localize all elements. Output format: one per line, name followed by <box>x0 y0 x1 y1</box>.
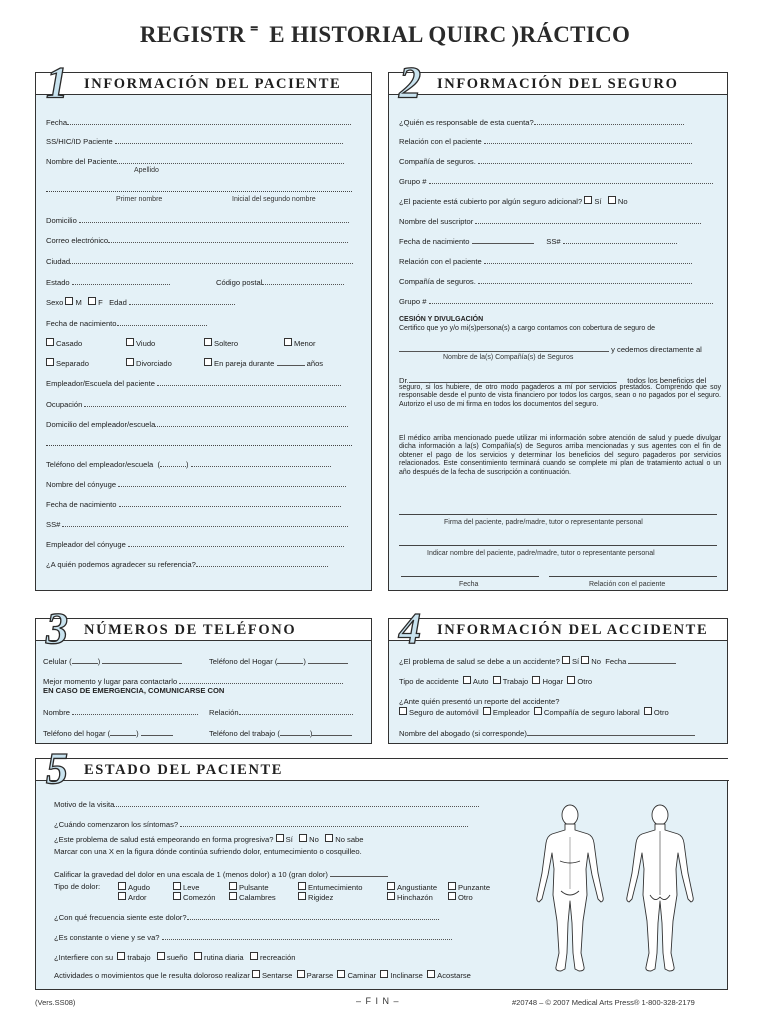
label-compania-2: Compañía de seguros. <box>399 277 476 286</box>
field-ss-conyuge[interactable] <box>62 519 348 527</box>
label-interfiere-recreacion: recreación <box>259 953 296 962</box>
label-frecuencia: ¿Con qué frecuencia siente este dolor? <box>54 913 187 922</box>
body-diagram-back[interactable] <box>620 803 700 979</box>
field-nacimiento-conyuge[interactable] <box>119 499 341 507</box>
label-empeorando: ¿Este problema de salud está empeorando en forma progresiva? <box>54 835 274 844</box>
accident-info-title: INFORMACIÓN DEL ACCIDENTE <box>437 622 709 638</box>
checkbox-sexo-f[interactable] <box>88 297 96 305</box>
label-empeorando-no: No <box>309 835 319 844</box>
field-relacion-emergencia[interactable] <box>239 707 353 715</box>
label-hinchazon: Hinchazón <box>397 893 433 902</box>
sublabel-indicar: Indicar nombre del paciente, padre/madre, tutor o representante personal <box>427 550 655 557</box>
label-no-sabe: No sabe <box>335 835 364 844</box>
label-interfiere-sueno: sueño <box>166 953 188 962</box>
field-tel-hogar[interactable] <box>308 656 348 664</box>
checkbox-pareja[interactable] <box>204 358 212 366</box>
field-pareja-anos[interactable] <box>277 358 305 366</box>
checkbox-interfiere-recreacion[interactable] <box>250 952 258 960</box>
label-abogado: Nombre del abogado (si corresponde) <box>399 729 527 738</box>
checkbox-pulsante[interactable] <box>229 882 237 890</box>
label-conyuge: Nombre del cónyuge <box>46 480 117 489</box>
label-fecha: Fecha <box>46 118 68 127</box>
section-number-5: 5 <box>46 744 68 793</box>
label-punzante: Punzante <box>458 883 491 892</box>
label-otro-tipo: Otro <box>577 677 593 686</box>
label-tel-hogar-emergencia: Teléfono del hogar ( <box>43 729 111 738</box>
field-suscriptor[interactable] <box>475 216 701 224</box>
field-grupo[interactable] <box>429 176 713 184</box>
label-ss-suscriptor: SS# <box>546 237 561 246</box>
label-accidente-si: Sí <box>571 657 580 666</box>
label-cedemos: y cedemos directamente al <box>611 345 702 354</box>
checkbox-no-sabe[interactable] <box>325 834 333 842</box>
paren-close-celular: ) <box>97 657 101 666</box>
label-dr: Dr. <box>399 376 409 385</box>
label-soltero: Soltero <box>214 339 239 348</box>
label-celular: Celular ( <box>43 657 72 666</box>
label-tipo-accidente: Tipo de accidente <box>399 677 459 686</box>
patient-status-title: ESTADO DEL PACIENTE <box>84 762 284 778</box>
checkbox-interfiere-sueno[interactable] <box>157 952 165 960</box>
body-diagram-front[interactable] <box>530 803 610 979</box>
section-number-2: 2 <box>399 58 421 107</box>
label-domicilio: Domicilio <box>46 216 77 225</box>
checkbox-auto[interactable] <box>463 676 471 684</box>
label-viudo: Viudo <box>136 339 156 348</box>
label-nombre-emergencia: Nombre <box>43 708 71 717</box>
checkbox-adicional-no[interactable] <box>608 196 616 204</box>
checkbox-adicional-si[interactable] <box>584 196 592 204</box>
label-fecha-accidente: Fecha <box>605 657 627 666</box>
checkbox-comp-laboral[interactable] <box>534 707 542 715</box>
footer-copyright: #20748 – © 2007 Medical Arts Press® 1-800-328-2179 <box>512 998 695 1007</box>
field-ss-id[interactable] <box>115 136 343 144</box>
label-motivo: Motivo de la visita <box>54 800 115 809</box>
label-interfiere-trabajo: trabajo <box>127 953 151 962</box>
label-suscriptor: Nombre del suscriptor <box>399 217 474 226</box>
label-calificar: Calificar la gravedad del dolor en una escala de 1 (menos dolor) a 10 (gran dolor) <box>54 870 328 879</box>
emergency-heading: EN CASO DE EMERGENCIA, COMUNICARSE CON <box>43 686 225 695</box>
field-tel-trabajo-emergencia[interactable] <box>309 728 352 738</box>
checkbox-rigidez[interactable] <box>298 892 306 900</box>
patient-info-title: INFORMACIÓN DEL PACIENTE <box>84 76 342 92</box>
checkbox-acostarse[interactable] <box>427 970 435 978</box>
label-rigidez: Rigidez <box>308 893 334 902</box>
field-conyuge[interactable] <box>118 479 346 487</box>
checkbox-casado[interactable] <box>46 338 54 346</box>
sublabel-apellido: Apellido <box>134 167 159 174</box>
field-relacion[interactable] <box>484 136 692 144</box>
label-entumecimiento: Entumecimiento <box>308 883 363 892</box>
field-compania-2[interactable] <box>478 276 692 284</box>
phone-numbers-header <box>36 604 371 653</box>
field-responsable[interactable] <box>534 117 684 125</box>
patient-info-header <box>36 58 371 107</box>
label-pareja: En pareja durante <box>214 359 275 368</box>
label-marcar: Marcar con una X en la figura dónde continúa sufriendo dolor, entumecimiento o cosquilleo. <box>54 847 362 856</box>
section-number-4: 4 <box>399 604 421 653</box>
field-frecuencia[interactable] <box>187 912 439 920</box>
label-ss-id: SS/HIC/ID Paciente <box>46 137 113 146</box>
label-codigo-postal: Código postal <box>216 278 263 287</box>
checkbox-punzante[interactable] <box>448 882 456 890</box>
label-relacion-2: Relación con el paciente <box>399 257 482 266</box>
label-agudo: Agudo <box>128 883 150 892</box>
label-ante-quien: ¿Ante quién presentó un reporte del accidente? <box>399 697 560 706</box>
field-abogado[interactable] <box>527 728 695 736</box>
checkbox-divorciado[interactable] <box>126 358 134 366</box>
label-edad: Edad <box>109 298 127 307</box>
field-relacion-2[interactable] <box>484 256 692 264</box>
field-ss-suscriptor[interactable] <box>563 236 677 244</box>
field-fecha-accidente[interactable] <box>628 656 676 664</box>
checkbox-soltero[interactable] <box>204 338 212 346</box>
checkbox-accidente-no[interactable] <box>581 656 589 664</box>
sublabel-fecha: Fecha <box>459 581 479 588</box>
label-otro-dolor: Otro <box>458 893 473 902</box>
checkbox-interfiere-trabajo[interactable] <box>117 952 125 960</box>
checkbox-sexo-m[interactable] <box>65 297 73 305</box>
label-relacion-emergencia: Relación <box>209 708 239 717</box>
label-trabajo: Trabajo <box>502 677 529 686</box>
label-grupo-2: Grupo # <box>399 297 427 306</box>
checkbox-seguro-auto[interactable] <box>399 707 407 715</box>
field-nombres-line[interactable] <box>46 191 352 192</box>
field-fecha-firma[interactable] <box>401 576 539 577</box>
field-fecha[interactable] <box>67 117 351 125</box>
field-area-hogar-emergencia[interactable] <box>110 728 136 736</box>
checkbox-pararse[interactable] <box>297 970 305 978</box>
label-responsable: ¿Quién es responsable de esta cuenta? <box>399 118 534 127</box>
sublabel-firma: Firma del paciente, padre/madre, tutor o representante personal <box>444 519 643 526</box>
label-tel-hogar: Teléfono del Hogar ( <box>209 657 278 666</box>
field-apellido[interactable] <box>117 156 344 164</box>
phone-numbers-title: NÚMEROS DE TELÉFONO <box>84 622 297 638</box>
label-beneficios: todos los beneficios del <box>627 376 707 385</box>
label-referencia: ¿A quién podemos agradecer su referencia? <box>46 560 196 569</box>
field-referencia[interactable] <box>196 559 328 567</box>
field-cuando[interactable] <box>180 819 468 827</box>
checkbox-agudo[interactable] <box>118 882 126 890</box>
field-calificar[interactable] <box>330 869 388 877</box>
checkbox-viudo[interactable] <box>126 338 134 346</box>
patient-status-panel <box>35 744 728 990</box>
label-sexo-m: M <box>75 298 82 307</box>
label-correo: Correo electrónico <box>46 236 109 245</box>
label-empeorando-si: Sí <box>285 835 293 844</box>
insurance-info-header <box>389 58 727 107</box>
label-sexo-f: F <box>98 298 103 307</box>
field-motivo[interactable] <box>114 799 479 807</box>
label-leve: Leve <box>183 883 200 892</box>
label-otro-reporte: Otro <box>653 708 669 717</box>
label-auto: Auto <box>472 677 489 686</box>
label-cuando: ¿Cuándo comenzaron los síntomas? <box>54 820 179 829</box>
label-ciudad: Ciudad <box>46 257 71 266</box>
label-nacimiento-suscriptor: Fecha de nacimiento <box>399 237 470 246</box>
label-casado: Casado <box>56 339 83 348</box>
field-grupo-2[interactable] <box>429 296 713 304</box>
checkbox-ardor[interactable] <box>118 892 126 900</box>
field-mejor-momento[interactable] <box>179 676 343 684</box>
section-number-3: 3 <box>46 604 68 653</box>
label-interfiere: ¿Interfiere con su <box>54 953 114 962</box>
label-caminar: Caminar <box>347 971 377 980</box>
checkbox-otro-dolor[interactable] <box>448 892 456 900</box>
footer-version: (Vers.SS08) <box>35 998 76 1007</box>
checkbox-caminar[interactable] <box>337 970 345 978</box>
label-fecha-nacimiento: Fecha de nacimiento <box>46 319 117 328</box>
patient-status-header <box>36 744 729 793</box>
field-tel-hogar-emergencia[interactable] <box>141 728 173 736</box>
label-tipo-dolor: Tipo de dolor: <box>54 882 101 891</box>
sublabel-inicial: Inicial del segundo nombre <box>232 196 316 203</box>
label-empleador: Empleador/Escuela del paciente <box>46 379 155 388</box>
paren-close: ) <box>186 460 189 469</box>
paragraph-responsabilidad: seguro, si los hubiere, de otro modo pagaderos a mí por servicios prestados. Comprendo que soy responsable desde el punto de vista financiero por todos los cargos, sean o no pagados por el seguro. Autorizo el uso de mi firma en todos los documentos del seguro. <box>399 384 721 408</box>
accident-info-header <box>389 604 727 653</box>
label-calambres: Calambres <box>239 893 276 902</box>
field-nombre-emergencia[interactable] <box>72 707 198 715</box>
sublabel-nombre-compania: Nombre de la(s) Compañía(s) de Seguros <box>443 354 574 361</box>
label-nacimiento-conyuge: Fecha de nacimiento <box>46 500 117 509</box>
label-hogar: Hogar <box>542 677 564 686</box>
paren-close-hogar-emergencia: ) <box>136 729 139 738</box>
label-constante: ¿Es constante o viene y se va? <box>54 933 160 942</box>
insurance-info-title: INFORMACIÓN DEL SEGURO <box>437 76 679 92</box>
label-comezon: Comezón <box>183 893 216 902</box>
field-correo[interactable] <box>108 235 348 243</box>
label-mejor-momento: Mejor momento y lugar para contactarlo <box>43 677 178 686</box>
field-area-trabajo-emergencia[interactable] <box>280 728 310 736</box>
checkbox-inclinarse[interactable] <box>380 970 388 978</box>
label-pararse: Pararse <box>306 971 334 980</box>
label-tel-empleador: Teléfono del empleador/escuela <box>46 460 154 469</box>
label-adicional: ¿El paciente está cubierto por algún seguro adicional? <box>399 197 583 206</box>
field-edad[interactable] <box>129 297 235 305</box>
label-accidente-no: No <box>591 657 601 666</box>
label-empleador-conyuge: Empleador del cónyuge <box>46 540 126 549</box>
label-angustiante: Angustiante <box>397 883 438 892</box>
label-nombre-paciente: Nombre del Paciente <box>46 157 117 166</box>
field-nombre-compania[interactable] <box>399 344 609 352</box>
checkbox-comezon[interactable] <box>173 892 181 900</box>
checkbox-sentarse[interactable] <box>252 970 260 978</box>
sublabel-relacion: Relación con el paciente <box>589 581 666 588</box>
label-empleador-reporte: Empleador <box>492 708 530 717</box>
form-title: REGISTR ˭ E HISTORIAL QUIRC )RÁCTICO <box>139 22 631 47</box>
paragraph-divulgacion: El médico arriba mencionado puede utilizar mi información sobre atención de salud y puede divulgar dicha información a la(s) Compañía(s) de Seguros arriba mencionadas y sus agentes con el fin de obtener el pago de los servicios y determinar los beneficios del seguro pagaderos por servicios relacionados. Este consentimiento terminará cuando se complete mi plan de tratamiento actual o un año después de la fecha de suscripción a continuación. <box>399 435 721 476</box>
label-sentarse: Sentarse <box>261 971 293 980</box>
checkbox-menor[interactable] <box>284 338 292 346</box>
field-nacimiento-suscriptor[interactable] <box>472 236 534 244</box>
field-nombre-indicado[interactable] <box>399 545 717 546</box>
field-codigo-postal[interactable] <box>262 277 344 285</box>
label-domicilio-empleador: Domicilio del empleador/escuela <box>46 420 156 429</box>
field-empleador[interactable] <box>157 378 341 386</box>
label-compania: Compañía de seguros. <box>399 157 476 166</box>
checkbox-empleador[interactable] <box>483 707 491 715</box>
checkbox-trabajo[interactable] <box>493 676 501 684</box>
cesion-text: Certifico que yo y/o mi(s)persona(s) a cargo contamos con cobertura de seguro de <box>399 325 656 332</box>
checkbox-separado[interactable] <box>46 358 54 366</box>
accident-info-panel <box>388 604 728 744</box>
checkbox-hogar[interactable] <box>532 676 540 684</box>
checkbox-empeorando-no[interactable] <box>299 834 307 842</box>
label-interfiere-rutina: rutina diaria <box>203 953 244 962</box>
checkbox-interfiere-rutina[interactable] <box>194 952 202 960</box>
field-relacion-firma[interactable] <box>549 576 717 577</box>
field-estado[interactable] <box>72 277 170 285</box>
footer-fin: – F I N – <box>356 996 400 1006</box>
label-pulsante: Pulsante <box>239 883 269 892</box>
label-tel-trabajo-emergencia: Teléfono del trabajo ( <box>209 729 280 738</box>
checkbox-empeorando-si[interactable] <box>276 834 284 842</box>
phone-numbers-panel <box>35 604 372 744</box>
label-grupo: Grupo # <box>399 177 427 186</box>
field-celular[interactable] <box>102 656 182 664</box>
field-domicilio-empleador-2[interactable] <box>46 445 352 446</box>
field-tel-empleador[interactable] <box>191 459 331 467</box>
field-ocupacion[interactable] <box>84 399 346 407</box>
field-compania[interactable] <box>478 156 692 164</box>
label-problema-accidente: ¿El problema de salud se debe a un accidente? <box>399 657 560 666</box>
cesion-heading: CESIÓN Y DIVULGACIÓN <box>399 316 484 323</box>
field-area-hogar[interactable] <box>277 656 303 664</box>
checkbox-calambres[interactable] <box>229 892 237 900</box>
label-separado: Separado <box>56 359 89 368</box>
label-ocupacion: Ocupación <box>46 400 83 409</box>
label-adicional-si: Sí <box>594 197 602 206</box>
paren-close-hogar: ) <box>303 657 306 666</box>
label-ss-conyuge: SS# <box>46 520 61 529</box>
checkbox-entumecimiento[interactable] <box>298 882 306 890</box>
paren-open: ( <box>157 460 160 469</box>
patient-info-panel <box>35 58 372 591</box>
label-relacion: Relación con el paciente <box>399 137 482 146</box>
label-adicional-no: No <box>617 197 628 206</box>
checkbox-hinchazon[interactable] <box>387 892 395 900</box>
insurance-info-panel <box>388 58 728 591</box>
field-constante[interactable] <box>162 932 452 940</box>
checkbox-accidente-si[interactable] <box>562 656 570 664</box>
sublabel-primer-nombre: Primer nombre <box>116 196 163 203</box>
field-firma[interactable] <box>399 514 717 515</box>
field-area-celular[interactable] <box>72 656 98 664</box>
section-number-1: 1 <box>46 58 68 107</box>
checkbox-leve[interactable] <box>173 882 181 890</box>
field-area-empleador[interactable] <box>160 459 186 467</box>
field-domicilio[interactable] <box>79 215 349 223</box>
label-menor: Menor <box>294 339 316 348</box>
label-seguro-auto: Seguro de automóvil <box>409 708 479 717</box>
label-acostarse: Acostarse <box>437 971 471 980</box>
checkbox-otro-reporte[interactable] <box>644 707 652 715</box>
label-ardor: Ardor <box>128 893 147 902</box>
label-anos: años <box>306 359 324 368</box>
label-divorciado: Divorciado <box>136 359 172 368</box>
field-ciudad[interactable] <box>70 256 353 264</box>
field-doctor[interactable] <box>409 375 617 383</box>
label-actividades: Actividades o movimientos que le resulta doloroso realizar <box>54 971 250 980</box>
paren-close-trabajo-emergencia: ) <box>309 729 313 738</box>
field-fecha-nacimiento[interactable] <box>117 318 207 326</box>
checkbox-otro-tipo[interactable] <box>567 676 575 684</box>
field-empleador-conyuge[interactable] <box>128 539 344 547</box>
label-estado: Estado <box>46 278 70 287</box>
label-inclinarse: Inclinarse <box>390 971 423 980</box>
field-domicilio-empleador[interactable] <box>155 419 348 427</box>
label-comp-laboral: Compañía de seguro laboral <box>543 708 640 717</box>
label-sexo: Sexo <box>46 298 64 307</box>
checkbox-angustiante[interactable] <box>387 882 395 890</box>
